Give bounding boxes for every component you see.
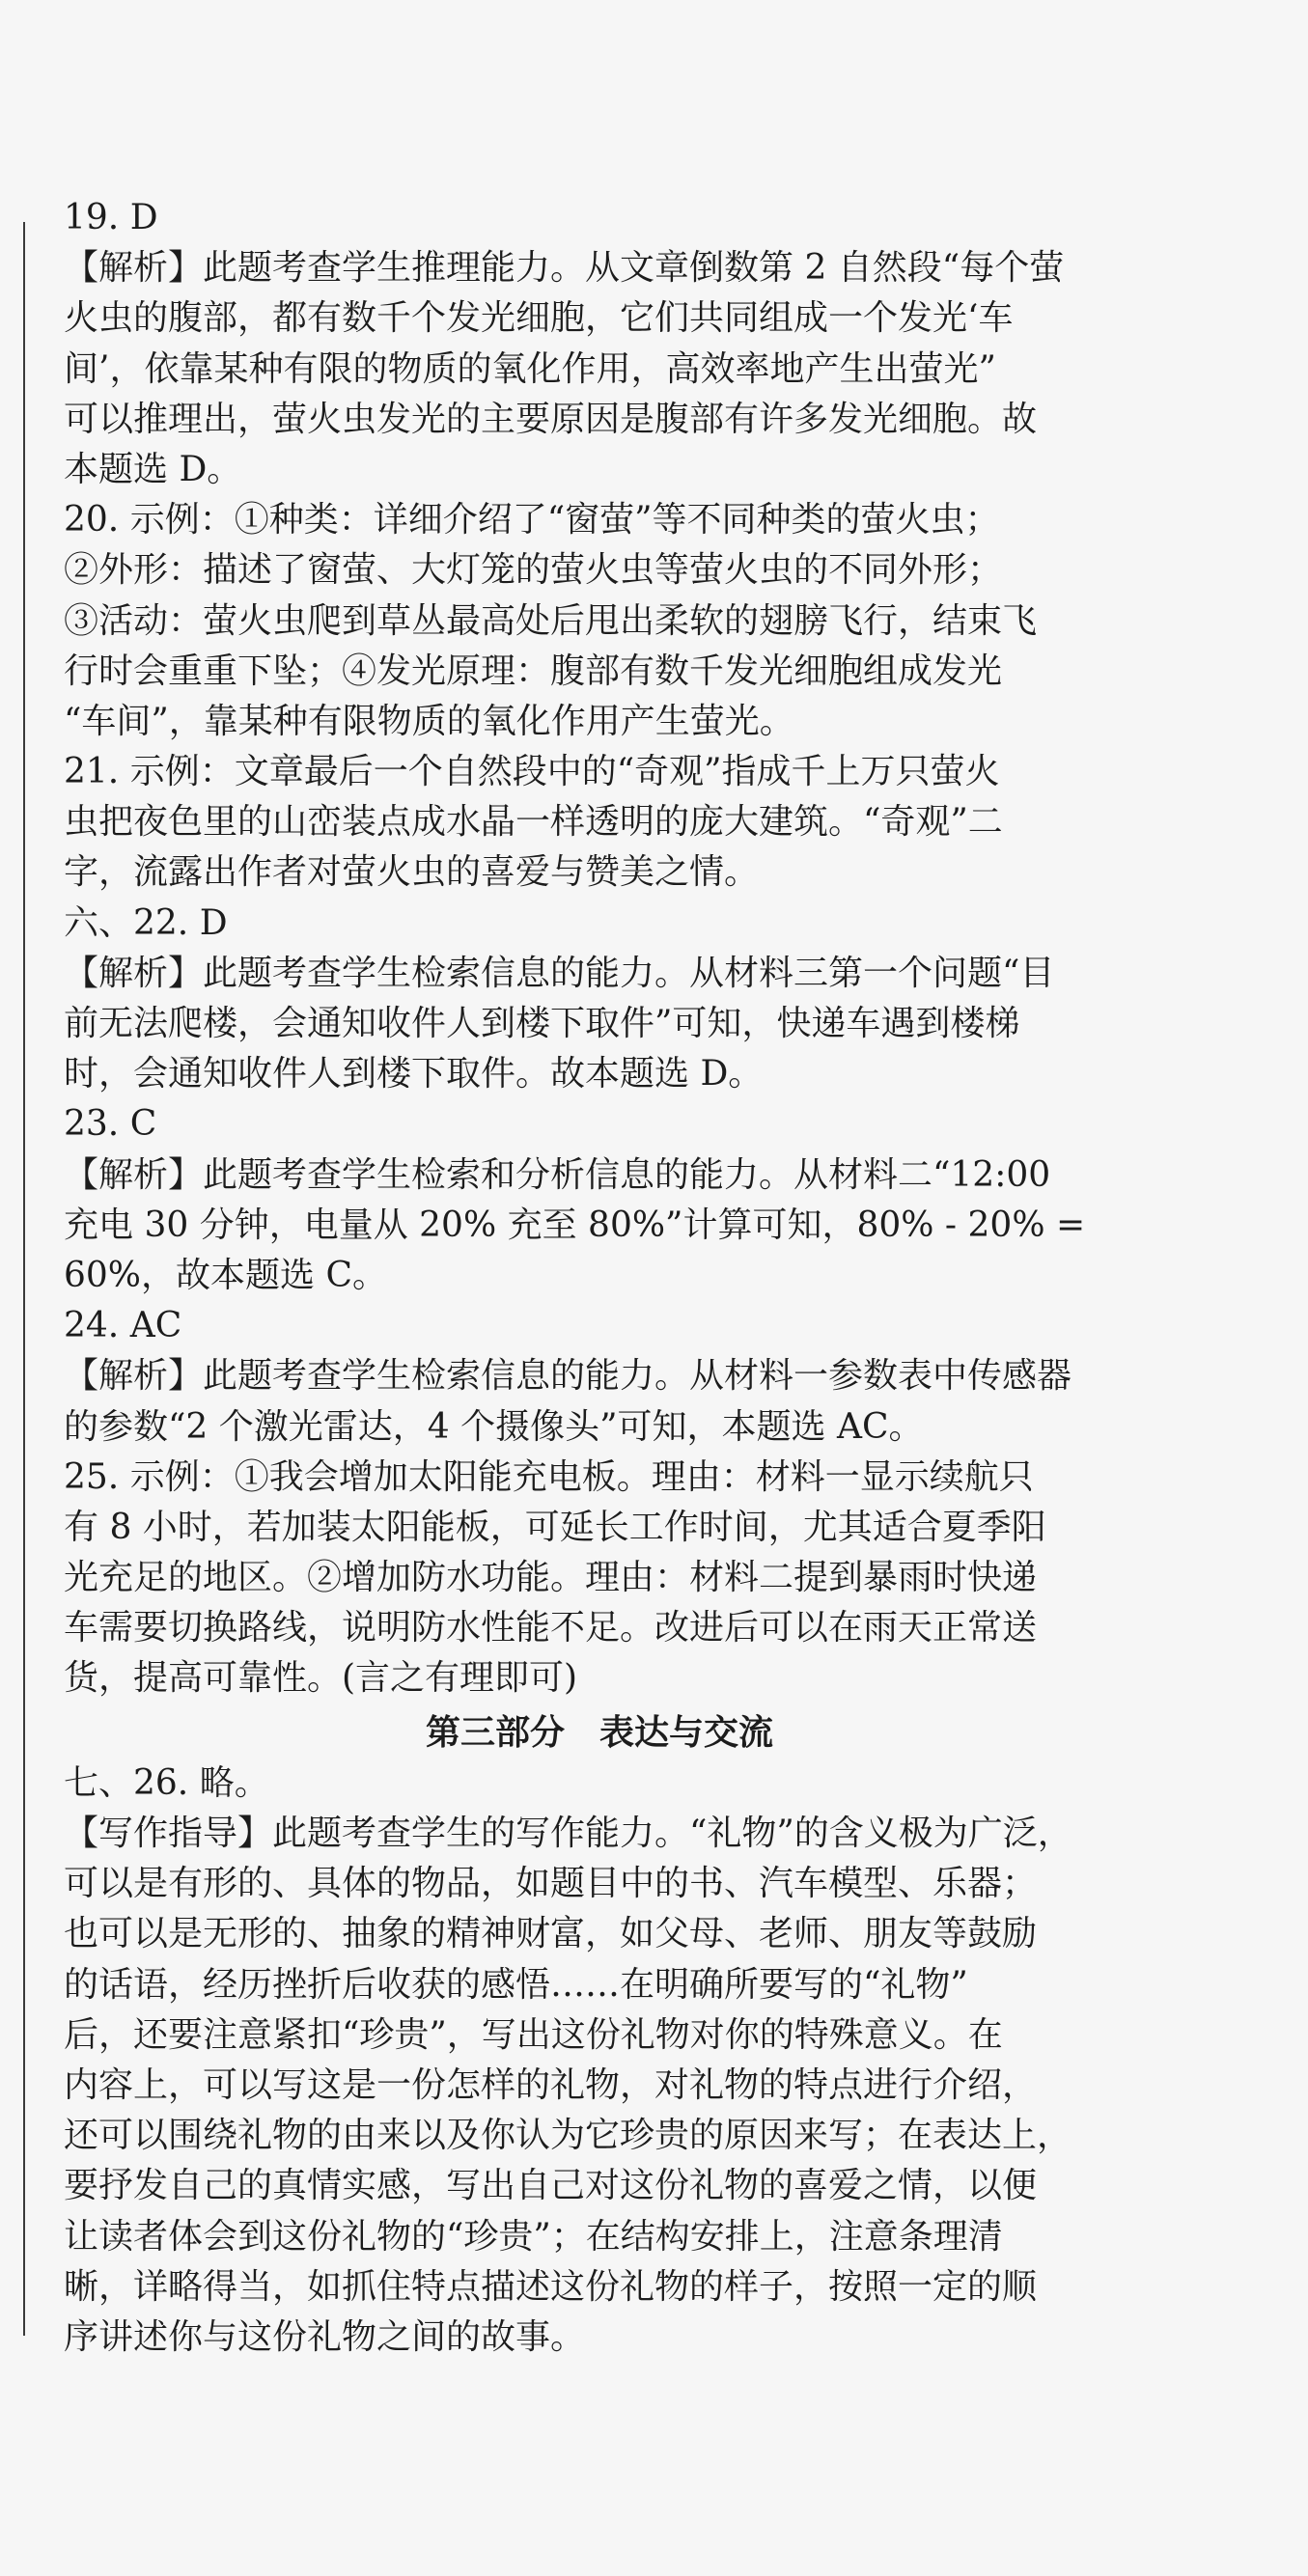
- text-line: 【解析】此题考查学生检索信息的能力。从材料三第一个问题“目: [64, 953, 1055, 993]
- text-line: “车间”，靠某种有限物质的氧化作用产生萤光。: [64, 701, 794, 741]
- text-line: 19. D: [64, 198, 158, 237]
- text-line: 本题选 D。: [64, 449, 242, 489]
- text-line: 【解析】此题考查学生检索和分析信息的能力。从材料二“12:00: [64, 1154, 1051, 1195]
- text-line: 的话语，经历挫折后收获的感悟……在明确所要写的“礼物”: [64, 1964, 968, 2005]
- text-line: 充电 30 分钟，电量从 20% 充至 80%”计算可知，80% - 20% =: [64, 1205, 1086, 1245]
- text-line: 前无法爬楼，会通知收件人到楼下取件”可知，快递车遇到楼梯: [64, 1004, 1020, 1043]
- left-margin-rule: [23, 222, 25, 2336]
- text-line: 火虫的腹部，都有数千个发光细胞，它们共同组成一个发光‘车: [64, 298, 1014, 339]
- text-line: 内容上，可以写这是一份怎样的礼物，对礼物的特点进行介绍，: [64, 2064, 1038, 2105]
- text-line: 可以是有形的、具体的物品，如题目中的书、汽车模型、乐器；: [64, 1864, 1038, 1904]
- text-line: 有 8 小时，若加装太阳能板，可延长工作时间，尤其适合夏季阳: [64, 1507, 1046, 1547]
- text-line: 虫把夜色里的山峦装点成水晶一样透明的庞大建筑。“奇观”二: [64, 802, 1003, 843]
- text-line: 20. 示例：①种类：详细介绍了“窗萤”等不同种类的萤火虫；: [64, 500, 1000, 540]
- text-line: 24. AC: [64, 1306, 182, 1346]
- text-line: 可以推理出，萤火虫发光的主要原因是腹部有许多发光细胞。故: [64, 399, 1038, 439]
- text-line: 七、26. 略。: [64, 1762, 269, 1803]
- text-line: 行时会重重下坠；④发光原理：腹部有数千发光细胞组成发光: [64, 651, 1003, 691]
- text-line: ②外形：描述了窗萤、大灯笼的萤火虫等萤火虫的不同外形；: [64, 550, 1003, 591]
- text-line: 六、22. D: [64, 902, 228, 943]
- text-line: 【解析】此题考查学生检索信息的能力。从材料一参数表中传感器: [64, 1356, 1072, 1397]
- text-line: 序讲述你与这份礼物之间的故事。: [64, 2316, 586, 2357]
- text-line: 让读者体会到这份礼物的“珍贵”；在结构安排上，注意条理清: [64, 2216, 1003, 2257]
- text-line: 【解析】此题考查学生推理能力。从文章倒数第 2 自然段“每个萤: [64, 248, 1065, 289]
- text-line: 车需要切换路线，说明防水性能不足。改进后可以在雨天正常送: [64, 1608, 1038, 1648]
- text-line: 【写作指导】此题考查学生的写作能力。“礼物”的含义极为广泛，: [64, 1814, 1072, 1853]
- text-line: 光充足的地区。②增加防水功能。理由：材料二提到暴雨时快递: [64, 1558, 1038, 1598]
- text-line: 后，还要注意紧扣“珍贵”，写出这份礼物对你的特殊意义。在: [64, 2014, 1003, 2055]
- text-line: 21. 示例：文章最后一个自然段中的“奇观”指成千上万只萤火: [64, 752, 1000, 792]
- answer-text-block: [64, 193, 1135, 2363]
- section-heading: 第三部分 表达与交流: [425, 1712, 773, 1753]
- text-line: 还可以围绕礼物的由来以及你认为它珍贵的原因来写；在表达上，: [64, 2116, 1072, 2156]
- text-line: 60%，故本题选 C。: [64, 1255, 388, 1295]
- text-line: 间’，依靠某种有限的物质的氧化作用，高效率地产生出萤光”: [64, 348, 996, 389]
- text-line: 货，提高可靠性。(言之有理即可): [64, 1658, 578, 1699]
- text-line: 25. 示例：①我会增加太阳能充电板。理由：材料一显示续航只: [64, 1456, 1034, 1497]
- text-line: 要抒发自己的真情实感，写出自己对这份礼物的喜爱之情，以便: [64, 2166, 1038, 2206]
- text-line: 晰，详略得当，如抓住特点描述这份礼物的样子，按照一定的顺: [64, 2266, 1038, 2307]
- text-line: 也可以是无形的、抽象的精神财富，如父母、老师、朋友等鼓励: [64, 1914, 1038, 1954]
- text-line: 字，流露出作者对萤火虫的喜爱与赞美之情。: [64, 852, 760, 893]
- text-line: 的参数“2 个激光雷达，4 个摄像头”可知，本题选 AC。: [64, 1406, 924, 1447]
- text-line: 23. C: [64, 1104, 157, 1145]
- text-line: 时，会通知收件人到楼下取件。故本题选 D。: [64, 1054, 764, 1094]
- text-line: ③活动：萤火虫爬到草丛最高处后甩出柔软的翅膀飞行，结束飞: [64, 600, 1038, 641]
